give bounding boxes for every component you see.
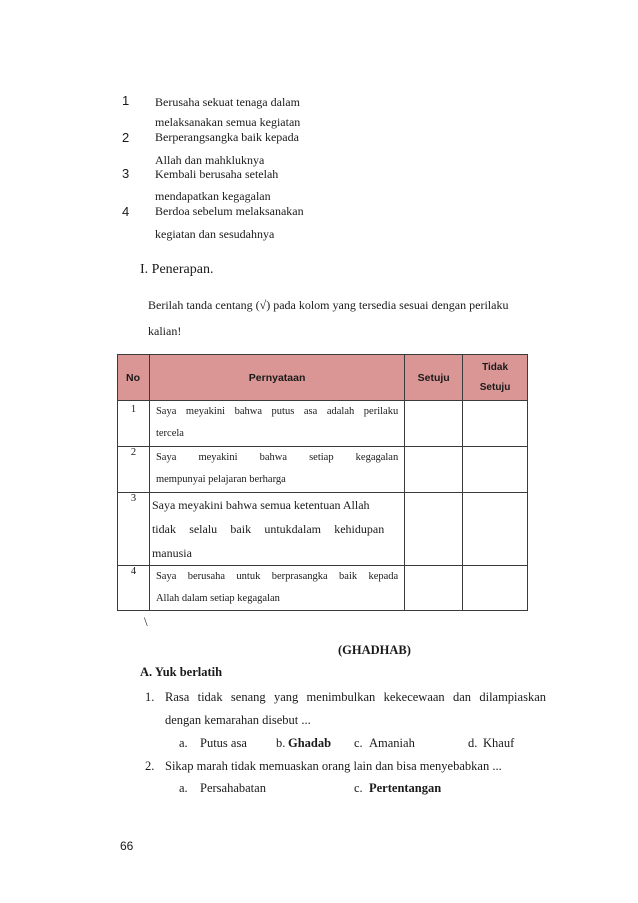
option-text[interactable]: Pertentangan — [369, 781, 442, 795]
agree-cell[interactable] — [405, 493, 463, 566]
statement-line: manusia — [151, 546, 192, 560]
page-number: 66 — [120, 839, 134, 853]
option-letter: b. — [276, 736, 286, 750]
section-heading: I. Penerapan. — [140, 262, 214, 277]
table-header-row — [118, 355, 528, 401]
option-letter: d. — [468, 736, 478, 750]
statement-line: Saya meyakini bahwa semua ketentuan Allah — [151, 498, 370, 512]
statement-line: mempunyai pelajaran berharga — [155, 474, 286, 485]
row-number: 3 — [118, 493, 150, 566]
statement-line: Saya berusaha untuk berprasangka baik kepada — [155, 571, 399, 582]
list-number: 3 — [122, 166, 130, 181]
option-text[interactable]: Putus asa — [200, 736, 247, 750]
option-text[interactable]: Khauf — [483, 736, 515, 750]
question-number: 2. — [145, 759, 155, 773]
option-text[interactable]: Amaniah — [369, 736, 415, 750]
statement-line: tercela — [155, 428, 184, 439]
row-statement — [149, 493, 404, 566]
question-line: dengan kemarahan disebut ... — [165, 713, 311, 727]
header-disagree — [463, 355, 528, 401]
header-disagree-line: Tidak — [482, 361, 509, 373]
list-item-line: Berusaha sekuat tenaga dalam — [155, 95, 300, 109]
header-disagree-line: Setuju — [479, 381, 511, 393]
question-number: 1. — [145, 690, 155, 704]
option-letter: a. — [179, 736, 188, 750]
disagree-cell[interactable] — [463, 401, 528, 447]
disagree-cell[interactable] — [463, 493, 528, 566]
header-no: No — [118, 355, 150, 401]
list-item-line: kegiatan dan sesudahnya — [155, 227, 275, 241]
list-item-line: Berdoa sebelum melaksanakan — [155, 204, 304, 218]
table-row — [118, 493, 528, 566]
list-item-line: Berperangsangka baik kepada — [155, 130, 299, 144]
question-line: Sikap marah tidak memuaskan orang lain dan bisa menyebabkan ... — [165, 759, 502, 773]
table-row — [118, 566, 528, 611]
table-row — [118, 401, 528, 447]
exercise-heading: A. Yuk berlatih — [140, 665, 223, 679]
agree-cell[interactable] — [405, 401, 463, 447]
header-statement: Pernyataan — [149, 355, 404, 401]
option-letter: c. — [354, 781, 363, 795]
header-agree: Setuju — [405, 355, 463, 401]
list-item-line: Kembali berusaha setelah — [155, 167, 279, 181]
chapter-title: (GHADHAB) — [338, 643, 411, 657]
disagree-cell[interactable] — [463, 447, 528, 493]
list-number: 1 — [122, 93, 130, 108]
statement-table — [117, 354, 528, 611]
disagree-cell[interactable] — [463, 566, 528, 611]
question-line: Rasa tidak senang yang menimbulkan kekecewaan dan dilampiaskan — [165, 690, 546, 704]
option-text[interactable]: Persahabatan — [200, 781, 266, 795]
list-item-line: mendapatkan kegagalan — [155, 189, 271, 203]
row-number: 2 — [118, 447, 150, 493]
statement-line: tidak selalu baik untukdalam kehidupan — [151, 522, 385, 536]
option-letter: a. — [179, 781, 188, 795]
list-number: 4 — [122, 204, 130, 219]
table-row — [118, 447, 528, 493]
stray-mark: \ — [144, 614, 148, 629]
row-statement — [149, 401, 404, 447]
list-item-line: Allah dan mahkluknya — [155, 153, 265, 167]
row-number: 1 — [118, 401, 150, 447]
row-statement — [149, 566, 404, 611]
instruction-line: Berilah tanda centang (√) pada kolom yang tersedia sesuai dengan perilaku — [148, 298, 509, 312]
row-statement — [149, 447, 404, 493]
option-text[interactable]: Ghadab — [288, 736, 332, 750]
agree-cell[interactable] — [405, 566, 463, 611]
statement-line: Saya meyakini bahwa putus asa adalah perilaku — [155, 406, 399, 417]
instruction-line: kalian! — [148, 324, 182, 338]
statement-line: Saya meyakini bahwa setiap kegagalan — [155, 452, 399, 463]
option-letter: c. — [354, 736, 363, 750]
list-number: 2 — [122, 130, 130, 145]
agree-cell[interactable] — [405, 447, 463, 493]
list-item-line: melaksanakan semua kegiatan — [155, 115, 301, 129]
row-number: 4 — [118, 566, 150, 611]
statement-line: Allah dalam setiap kegagalan — [155, 593, 280, 604]
